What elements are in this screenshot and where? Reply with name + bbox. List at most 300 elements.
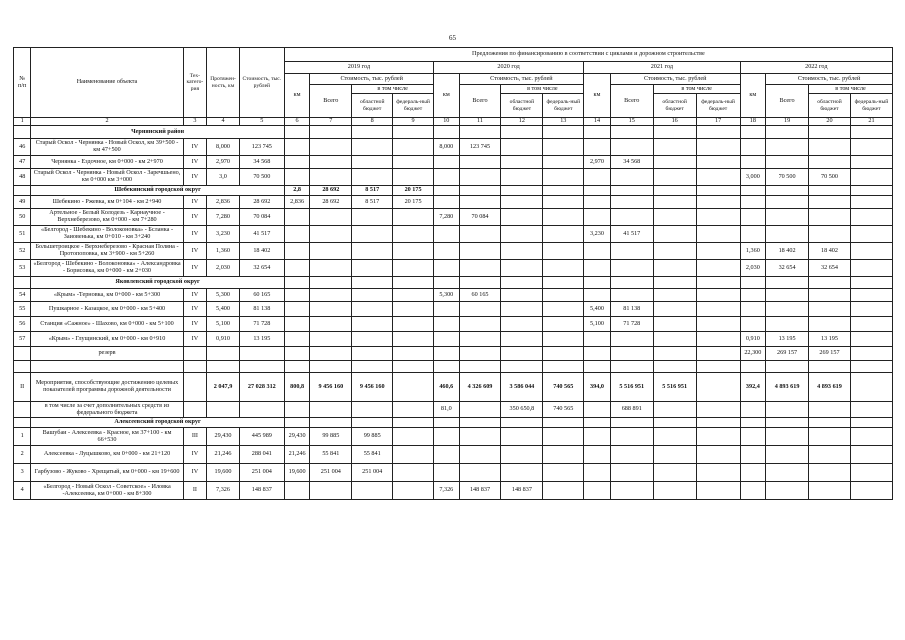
table-cell: 9 456 160	[310, 373, 352, 402]
table-cell	[310, 332, 352, 347]
table-cell	[352, 332, 393, 347]
table-cell	[393, 277, 434, 289]
table-cell	[284, 243, 310, 260]
table-cell	[239, 402, 284, 418]
table-cell: 32 654	[809, 260, 851, 277]
table-cell: 148 837	[501, 482, 543, 500]
table-cell	[610, 332, 653, 347]
table-cell: IV	[183, 260, 207, 277]
table-cell	[183, 361, 207, 373]
table-cell	[284, 302, 310, 317]
column-number: 8	[352, 118, 393, 126]
table-cell	[696, 196, 740, 209]
column-number: 9	[393, 118, 434, 126]
table-cell	[434, 196, 460, 209]
table-cell	[543, 260, 584, 277]
table-cell: 21,246	[284, 446, 310, 464]
table-row	[14, 373, 893, 402]
table-cell	[696, 126, 740, 139]
table-cell	[766, 446, 809, 464]
table-cell	[766, 156, 809, 169]
table-cell: 81 138	[610, 302, 653, 317]
table-cell	[653, 302, 696, 317]
table-cell: 20 175	[393, 196, 434, 209]
table-cell: 350 650,8	[501, 402, 543, 418]
table-cell	[696, 373, 740, 402]
table-cell	[766, 289, 809, 302]
table-cell	[584, 347, 611, 361]
table-cell	[766, 209, 809, 226]
header-km: км	[284, 74, 310, 118]
table-cell	[501, 186, 543, 196]
table-cell: 70 500	[809, 169, 851, 186]
header-length: Протяжен-ность, км	[207, 48, 240, 118]
table-cell	[393, 418, 434, 428]
table-cell	[459, 347, 501, 361]
table-cell: 53	[14, 260, 31, 277]
table-cell	[459, 243, 501, 260]
table-cell	[610, 446, 653, 464]
table-cell	[850, 302, 892, 317]
table-cell	[653, 186, 696, 196]
object-name-cell: «Крым» - Глущинский, км 0+000 - км 0+910	[31, 332, 183, 347]
column-number: 5	[239, 118, 284, 126]
table-cell	[352, 169, 393, 186]
table-cell: 29,430	[207, 428, 240, 446]
table-cell	[740, 277, 766, 289]
table-cell	[766, 317, 809, 332]
table-cell: 57	[14, 332, 31, 347]
table-cell: 46	[14, 139, 31, 156]
table-row	[14, 361, 893, 373]
table-cell: 8 517	[352, 186, 393, 196]
table-cell	[393, 126, 434, 139]
table-cell	[766, 196, 809, 209]
table-cell	[766, 482, 809, 500]
table-cell: 34 568	[239, 156, 284, 169]
table-cell	[352, 317, 393, 332]
empty-cell	[14, 126, 31, 139]
table-cell	[310, 317, 352, 332]
table-row	[14, 260, 893, 277]
header-year-2022: 2022 год	[740, 62, 892, 74]
table-cell	[610, 126, 653, 139]
table-cell: 34 568	[610, 156, 653, 169]
table-cell	[434, 186, 460, 196]
table-cell	[653, 169, 696, 186]
table-cell: 123 745	[239, 139, 284, 156]
table-cell: 5 516 951	[610, 373, 653, 402]
table-cell	[740, 126, 766, 139]
table-cell	[393, 302, 434, 317]
column-number: 7	[310, 118, 352, 126]
table-cell	[284, 347, 310, 361]
table-cell	[14, 347, 31, 361]
table-cell: 2	[14, 446, 31, 464]
table-cell: 18 402	[239, 243, 284, 260]
table-cell	[696, 277, 740, 289]
column-number: 14	[584, 118, 611, 126]
table-cell	[850, 402, 892, 418]
table-cell	[809, 428, 851, 446]
table-cell	[459, 317, 501, 332]
table-cell: 55 841	[352, 446, 393, 464]
header-incl: в том числе	[352, 85, 434, 94]
table-cell: 148 837	[239, 482, 284, 500]
table-cell	[584, 332, 611, 347]
table-cell	[501, 156, 543, 169]
table-cell	[584, 260, 611, 277]
table-cell	[352, 226, 393, 243]
table-cell	[284, 361, 310, 373]
table-cell	[653, 464, 696, 482]
table-cell	[543, 186, 584, 196]
object-name-cell: Старый Оскол - Чернянка - Новый Оскол, км 39+500 - км 47+500	[31, 139, 183, 156]
table-cell	[501, 126, 543, 139]
table-cell	[740, 402, 766, 418]
table-cell: 2,970	[584, 156, 611, 169]
table-cell	[183, 373, 207, 402]
table-cell: 2,030	[207, 260, 240, 277]
empty-cell	[14, 418, 31, 428]
table-row	[14, 196, 893, 209]
table-row	[14, 226, 893, 243]
table-cell	[584, 277, 611, 289]
table-cell: 740 565	[543, 373, 584, 402]
table-cell	[310, 139, 352, 156]
empty-cell	[14, 186, 31, 196]
table-cell	[310, 347, 352, 361]
table-cell	[501, 277, 543, 289]
header-proposal: Предложения по финансированию в соответствии с циклами и дорожном строительстве	[284, 48, 892, 62]
table-cell	[459, 428, 501, 446]
table-cell	[696, 186, 740, 196]
table-cell	[183, 347, 207, 361]
table-cell	[501, 289, 543, 302]
table-cell	[543, 302, 584, 317]
table-row	[14, 289, 893, 302]
table-cell: 8,000	[207, 139, 240, 156]
table-cell	[610, 464, 653, 482]
object-name-cell: в том числе за счет дополнительных средств из федерального бюджета	[31, 402, 183, 418]
table-cell	[584, 418, 611, 428]
table-cell	[393, 260, 434, 277]
table-cell	[459, 226, 501, 243]
object-name-cell: «Белгород - Шебекино - Волоконовка» - Бсланка - Заиовенька, км 0+010 - км 3+240	[31, 226, 183, 243]
table-cell	[284, 226, 310, 243]
table-cell	[809, 418, 851, 428]
table-cell: 13 195	[239, 332, 284, 347]
header-regional: областной бюджет	[352, 94, 393, 118]
table-cell: 13 195	[766, 332, 809, 347]
table-cell	[809, 464, 851, 482]
section-row	[14, 126, 893, 139]
object-name-cell: Старый Оскол - Чернянка - Новый Оскол - Заречшьено, км 0+000 км 3+000	[31, 169, 183, 186]
table-cell	[501, 169, 543, 186]
table-cell	[584, 361, 611, 373]
table-cell	[696, 464, 740, 482]
table-cell	[610, 482, 653, 500]
table-cell	[740, 361, 766, 373]
table-cell: 60 165	[459, 289, 501, 302]
header-federal: федераль-ный бюджет	[393, 94, 434, 118]
table-row	[14, 302, 893, 317]
table-cell	[284, 260, 310, 277]
table-cell: IV	[183, 209, 207, 226]
column-number-row	[14, 118, 893, 126]
table-cell: 3	[14, 464, 31, 482]
column-number: 13	[543, 118, 584, 126]
table-cell: IV	[183, 243, 207, 260]
table-cell	[740, 209, 766, 226]
table-cell	[393, 402, 434, 418]
object-name-cell: резерв	[31, 347, 183, 361]
table-cell	[543, 482, 584, 500]
table-cell	[284, 332, 310, 347]
table-cell	[393, 482, 434, 500]
table-cell	[850, 289, 892, 302]
table-cell	[584, 169, 611, 186]
table-cell: 9 456 160	[352, 373, 393, 402]
table-cell	[310, 126, 352, 139]
object-name-cell: Чернянка - Ездочное, км 0+000 - км 2+970	[31, 156, 183, 169]
section-row	[14, 186, 893, 196]
table-cell: 269 157	[766, 347, 809, 361]
table-cell	[434, 302, 460, 317]
table-cell: 71 728	[610, 317, 653, 332]
column-number: 10	[434, 118, 460, 126]
table-cell	[809, 302, 851, 317]
section-row	[14, 277, 893, 289]
table-cell: 1	[14, 428, 31, 446]
object-name-cell: «Белгород - Новый Оскол - Советское» - Иловка -Алексеевка, км 0+000 - км 8+300	[31, 482, 183, 500]
table-cell	[766, 277, 809, 289]
table-cell	[610, 260, 653, 277]
table-cell	[696, 418, 740, 428]
object-name-cell: Артельное - Белый Колодезь - Карнаучное - Верхнеберезово, км 0+000 - км 7+280	[31, 209, 183, 226]
table-cell	[393, 373, 434, 402]
table-cell	[850, 243, 892, 260]
table-cell	[501, 347, 543, 361]
table-cell	[850, 464, 892, 482]
table-cell	[584, 139, 611, 156]
table-cell: 2,970	[207, 156, 240, 169]
table-cell	[543, 126, 584, 139]
header-federal: федераль-ный бюджет	[543, 94, 584, 118]
table-cell	[393, 464, 434, 482]
table-cell	[809, 317, 851, 332]
financing-table	[13, 47, 893, 500]
table-cell	[352, 260, 393, 277]
header-total: Всего	[459, 85, 501, 118]
table-cell: 3,000	[740, 169, 766, 186]
table-cell	[809, 156, 851, 169]
table-cell	[543, 428, 584, 446]
table-cell	[850, 260, 892, 277]
table-cell: 55 841	[310, 446, 352, 464]
table-cell	[809, 126, 851, 139]
table-cell	[352, 482, 393, 500]
table-cell	[653, 361, 696, 373]
section-title: Яковлевский городской округ	[31, 277, 284, 289]
table-cell	[653, 260, 696, 277]
table-cell: 1,360	[740, 243, 766, 260]
table-row	[14, 402, 893, 418]
table-cell: 3,0	[207, 169, 240, 186]
table-cell	[284, 418, 310, 428]
table-cell	[459, 361, 501, 373]
table-cell: 392,4	[740, 373, 766, 402]
header-incl: в том числе	[501, 85, 584, 94]
table-cell	[352, 402, 393, 418]
header-cost: Стоимость, тыс. рублей	[239, 48, 284, 118]
column-number: 2	[31, 118, 183, 126]
table-cell: 7,280	[434, 209, 460, 226]
object-name-cell	[31, 361, 183, 373]
table-cell: IV	[183, 332, 207, 347]
table-cell	[653, 156, 696, 169]
table-cell	[393, 332, 434, 347]
table-cell	[543, 361, 584, 373]
table-cell	[543, 139, 584, 156]
table-cell	[696, 347, 740, 361]
table-cell: IV	[183, 139, 207, 156]
table-cell	[434, 317, 460, 332]
table-cell	[434, 156, 460, 169]
table-cell: 99 885	[310, 428, 352, 446]
table-cell	[653, 482, 696, 500]
table-cell	[459, 126, 501, 139]
section-row	[14, 418, 893, 428]
table-cell	[850, 226, 892, 243]
table-cell	[696, 209, 740, 226]
table-cell	[543, 446, 584, 464]
table-cell	[850, 196, 892, 209]
table-cell: IV	[183, 196, 207, 209]
table-cell	[14, 361, 31, 373]
table-cell: 251 004	[310, 464, 352, 482]
table-cell: 7,280	[207, 209, 240, 226]
table-cell	[653, 446, 696, 464]
table-cell: 51	[14, 226, 31, 243]
header-km: км	[740, 74, 766, 118]
table-cell	[653, 428, 696, 446]
table-cell	[543, 347, 584, 361]
table-cell	[653, 418, 696, 428]
table-cell: II	[183, 482, 207, 500]
section-title: Алексеевский городской округ	[31, 418, 284, 428]
table-cell	[434, 277, 460, 289]
table-cell: 251 004	[239, 464, 284, 482]
table-cell	[584, 464, 611, 482]
header-cost-label: Стоимость, тыс. рублей	[766, 74, 893, 85]
table-cell	[696, 302, 740, 317]
column-number: 19	[766, 118, 809, 126]
table-cell	[501, 139, 543, 156]
table-cell	[696, 260, 740, 277]
table-cell: 0,910	[740, 332, 766, 347]
column-number: 21	[850, 118, 892, 126]
table-row	[14, 209, 893, 226]
table-cell	[393, 226, 434, 243]
table-cell	[352, 209, 393, 226]
table-cell: 148 837	[459, 482, 501, 500]
table-cell	[740, 428, 766, 446]
table-cell	[610, 196, 653, 209]
table-cell	[310, 156, 352, 169]
table-cell	[284, 277, 310, 289]
header-total: Всего	[766, 85, 809, 118]
table-cell	[352, 243, 393, 260]
table-cell	[766, 464, 809, 482]
table-cell: 28 692	[310, 186, 352, 196]
table-cell	[850, 361, 892, 373]
table-cell: IV	[183, 289, 207, 302]
table-cell	[766, 139, 809, 156]
table-cell: 49	[14, 196, 31, 209]
table-cell	[352, 347, 393, 361]
table-row	[14, 317, 893, 332]
header-no: № п/п	[14, 48, 31, 118]
header-total: Всего	[610, 85, 653, 118]
column-number: 17	[696, 118, 740, 126]
table-cell: 5,400	[207, 302, 240, 317]
table-cell	[310, 169, 352, 186]
table-cell	[501, 464, 543, 482]
header-cost-label: Стоимость, тыс. рублей	[610, 74, 740, 85]
table-cell	[809, 209, 851, 226]
object-name-cell: Большетроицкое - Верхнеберезово - Красная Поляна - Протопоповка, км 3+900 - км 5+260	[31, 243, 183, 260]
table-cell	[434, 332, 460, 347]
table-cell	[459, 464, 501, 482]
table-cell	[850, 347, 892, 361]
table-row	[14, 156, 893, 169]
table-cell: 70 084	[459, 209, 501, 226]
header-cost-label: Стоимость, тыс. рублей	[310, 74, 434, 85]
table-cell	[284, 402, 310, 418]
table-cell	[610, 347, 653, 361]
table-cell	[393, 347, 434, 361]
column-number: 3	[183, 118, 207, 126]
table-cell: 41 517	[239, 226, 284, 243]
table-cell: 55	[14, 302, 31, 317]
table-cell	[696, 428, 740, 446]
table-cell	[352, 418, 393, 428]
table-cell	[239, 347, 284, 361]
table-cell	[310, 260, 352, 277]
table-cell	[543, 226, 584, 243]
table-cell	[501, 302, 543, 317]
table-cell: 52	[14, 243, 31, 260]
table-cell: 18 402	[766, 243, 809, 260]
table-cell: 60 165	[239, 289, 284, 302]
table-cell	[653, 139, 696, 156]
empty-cell	[14, 277, 31, 289]
table-cell	[352, 289, 393, 302]
table-cell	[393, 139, 434, 156]
table-cell	[809, 139, 851, 156]
object-name-cell: Алексеевка - Луцышково, км 0+000 - км 21+120	[31, 446, 183, 464]
table-cell: 47	[14, 156, 31, 169]
table-cell	[850, 169, 892, 186]
table-cell	[766, 226, 809, 243]
table-cell	[501, 361, 543, 373]
table-cell: 3,230	[584, 226, 611, 243]
table-cell	[393, 156, 434, 169]
table-cell: 2 047,9	[207, 373, 240, 402]
table-cell	[809, 446, 851, 464]
header-year-2020: 2020 год	[434, 62, 584, 74]
